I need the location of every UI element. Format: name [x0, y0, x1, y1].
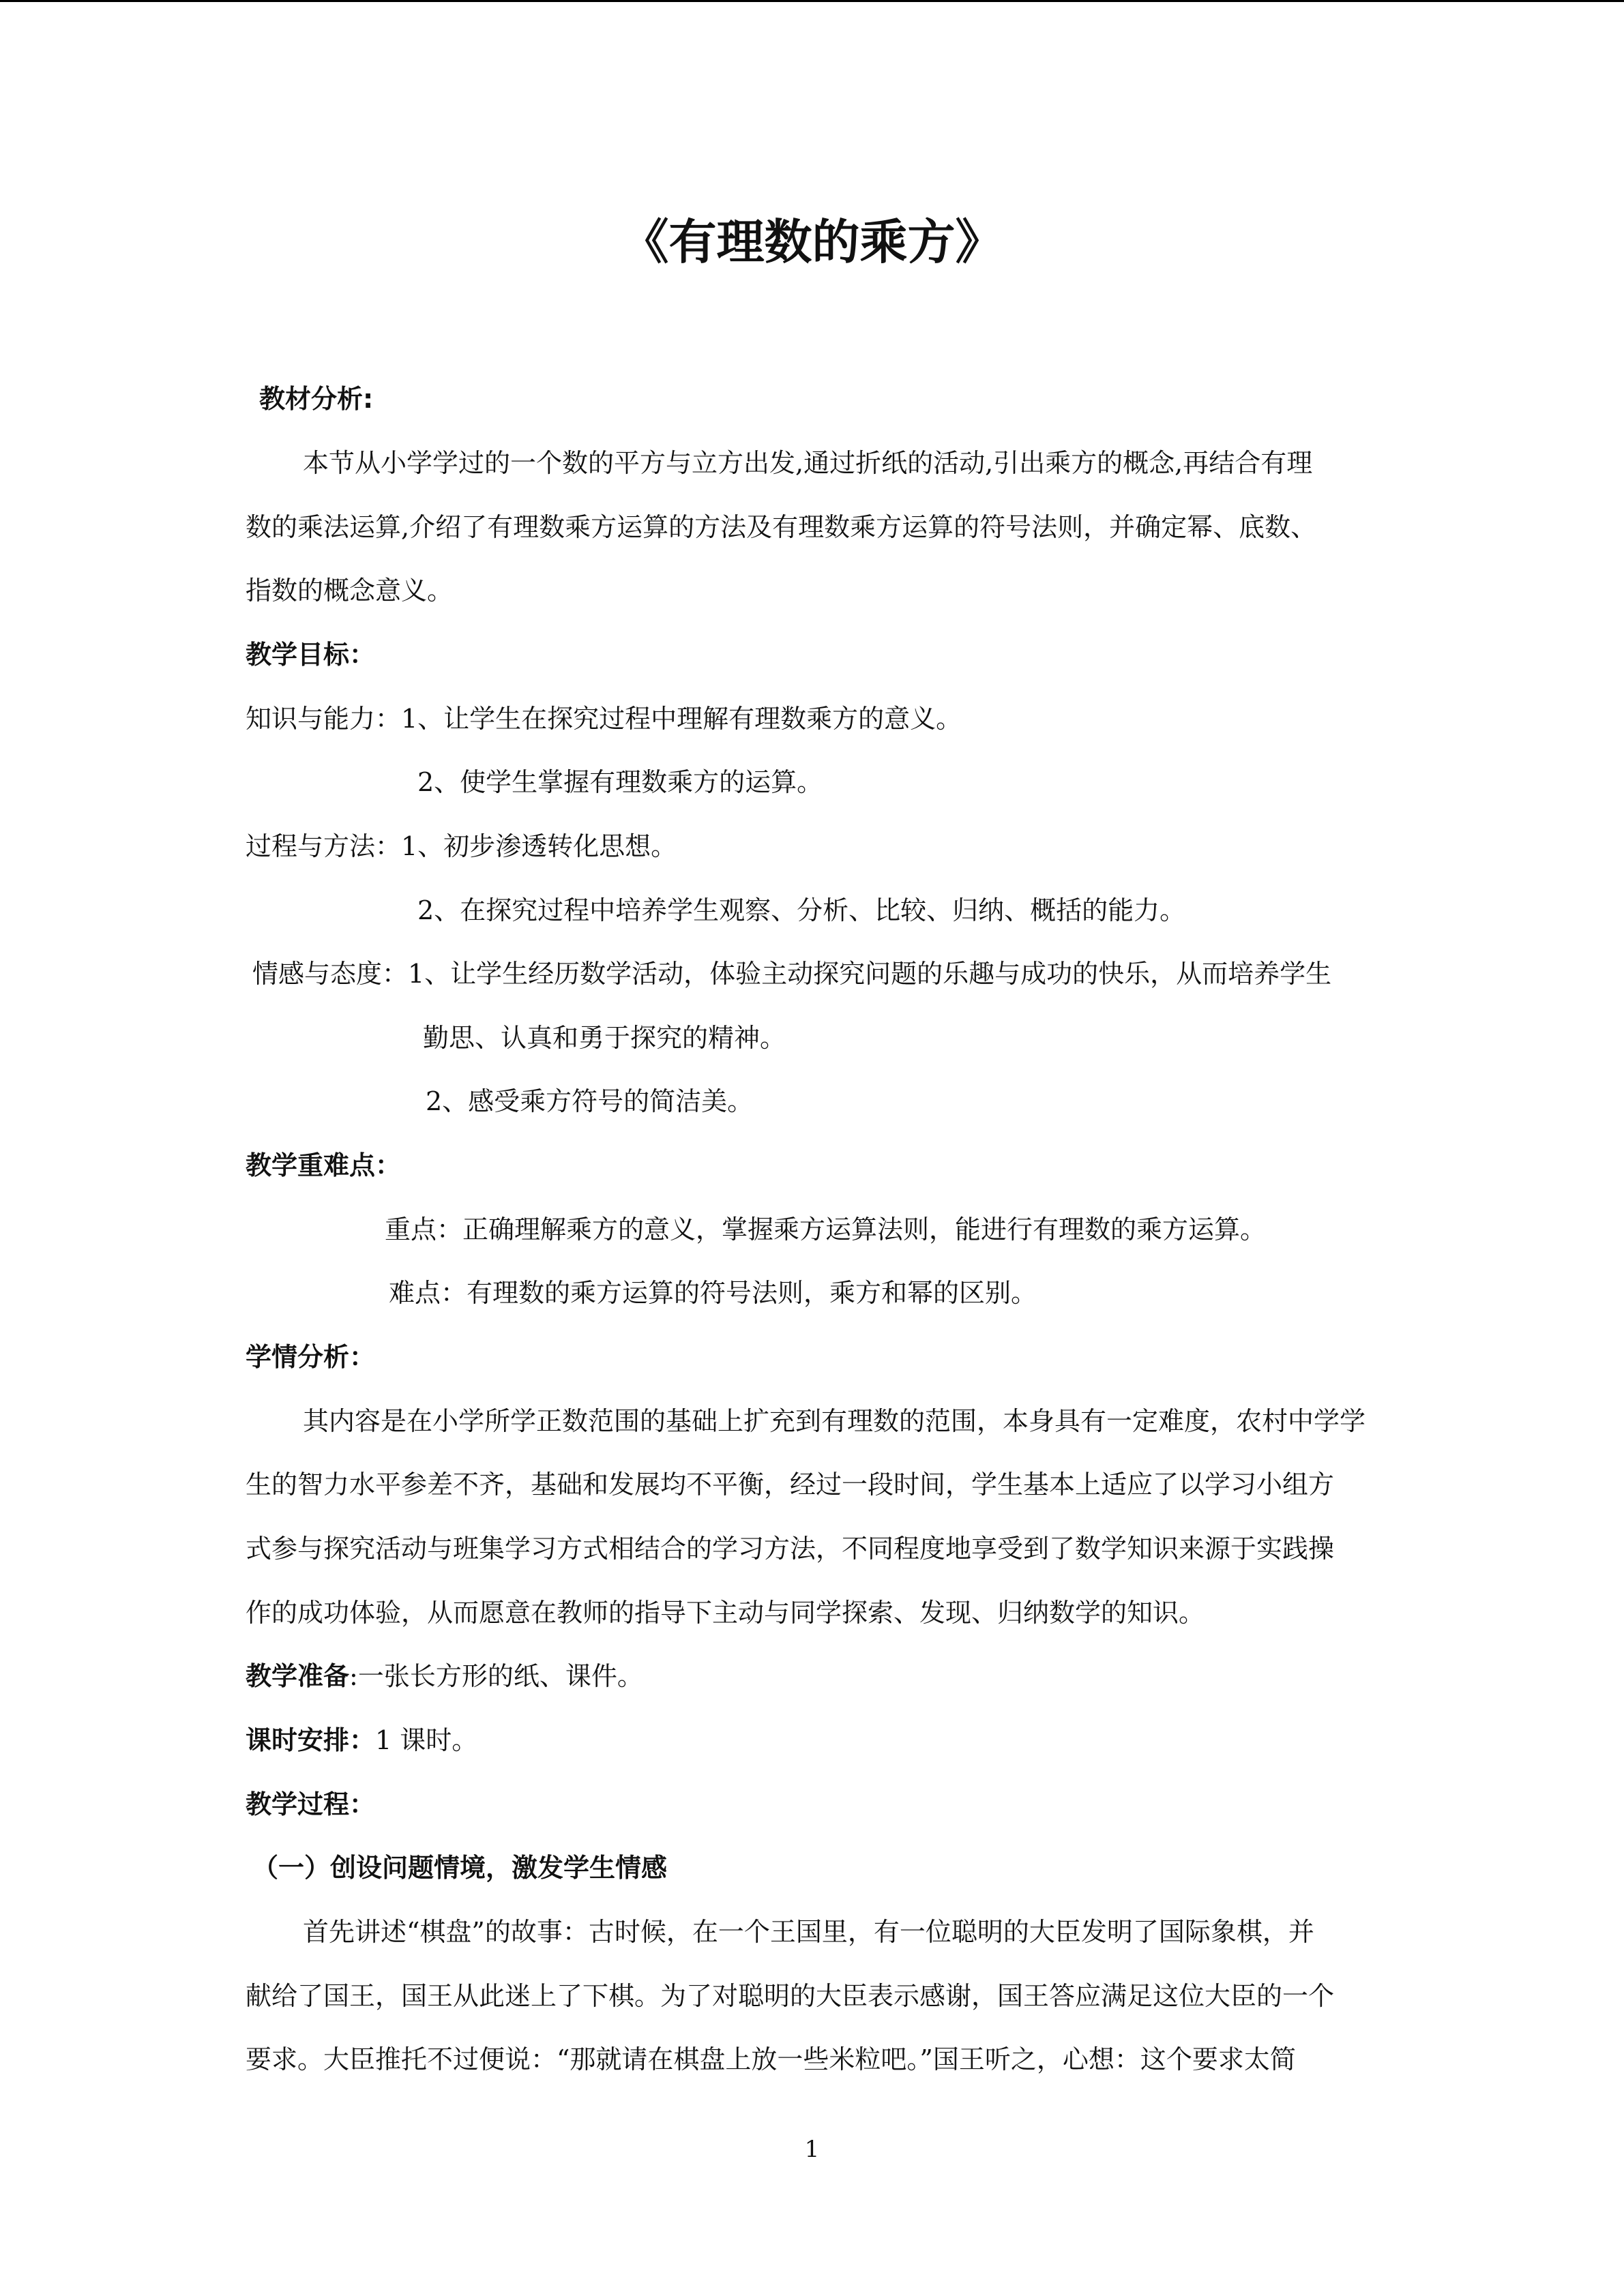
emotion-goal-1-continued: 勤思、认真和勇于探究的精神。: [423, 1023, 786, 1053]
teaching-process-heading: 教学过程：: [246, 1789, 376, 1819]
student-analysis-line-2: 生的智力水平参差不齐，基础和发展均不平衡，经过一段时间，学生基本上适应了以学习小组方: [246, 1470, 1335, 1500]
teaching-preparation: [246, 1656, 1446, 1697]
difficult-point: 难点：有理数的乘方运算的符号法则，乘方和幂的区别。: [389, 1278, 1037, 1308]
key-point: 重点：正确理解乘方的意义，掌握乘方运算法则，能进行有理数的乘方运算。: [385, 1214, 1267, 1244]
top-border: [0, 0, 1624, 2]
page-number: 1: [804, 2136, 820, 2163]
key-points-heading: 教学重难点：: [246, 1150, 402, 1180]
emotion-goal-2: 2、感受乘方符号的简洁美。: [426, 1086, 754, 1116]
process-goal-2: 2、在探究过程中培养学生观察、分析、比较、归纳、概括的能力。: [417, 895, 1186, 925]
student-analysis-line-1: 其内容是在小学所学正数范围的基础上扩充到有理数的范围，本身具有一定难度，农村中学学: [303, 1406, 1366, 1436]
student-analysis-heading: 学情分析：: [246, 1342, 376, 1372]
process-line-2: 献给了国王，国王从此迷上了下棋。为了对聪明的大臣表示感谢，国王答应满足这位大臣的一个: [246, 1981, 1335, 2011]
teaching-preparation-text: :一张长方形的纸、课件。: [349, 1661, 643, 1691]
material-analysis-line-1: 本节从小学学过的一个数的平方与立方出发,通过折纸的活动,引出乘方的概念,再结合有理: [303, 448, 1313, 478]
process-line-1: 首先讲述“棋盘”的故事：古时候，在一个王国里，有一位聪明的大臣发明了国际象棋，并: [303, 1917, 1314, 1947]
emotion-goal-1: 情感与态度：1、让学生经历数学活动，体验主动探究问题的乐趣与成功的快乐，从而培养学生: [252, 959, 1332, 989]
material-analysis-line-2: 数的乘法运算,介绍了有理数乘方运算的方法及有理数乘方运算的符号法则，并确定幂、底数、: [246, 512, 1317, 542]
class-schedule-text: 1 课时。: [375, 1725, 478, 1755]
student-analysis-line-3: 式参与探究活动与班集学习方式相结合的学习方法，不同程度地享受到了数学知识来源于实践操: [246, 1534, 1335, 1564]
class-schedule: [246, 1720, 1446, 1761]
teaching-goals-heading: 教学目标：: [246, 640, 376, 670]
page-title: 《有理数的乘方》: [621, 214, 1003, 270]
class-schedule-label: 课时安排：: [246, 1725, 376, 1755]
material-analysis-line-3: 指数的概念意义。: [246, 576, 454, 606]
material-analysis-heading: 教材分析:: [259, 384, 374, 414]
process-line-3: 要求。大臣推托不过便说：“那就请在棋盘上放一些米粒吧。”国王听之，心想：这个要求太简: [246, 2044, 1296, 2074]
teaching-preparation-label: 教学准备: [246, 1661, 350, 1691]
section-1-heading: （一）创设问题情境，激发学生情感: [252, 1853, 668, 1883]
process-goal-1: 过程与方法：1、初步渗透转化思想。: [246, 831, 677, 861]
student-analysis-line-4: 作的成功体验，从而愿意在教师的指导下主动与同学探索、发现、归纳数学的知识。: [246, 1598, 1205, 1628]
knowledge-goal-1: 知识与能力：1、让学生在探究过程中理解有理数乘方的意义。: [246, 704, 962, 734]
knowledge-goal-2: 2、使学生掌握有理数乘方的运算。: [417, 767, 823, 797]
